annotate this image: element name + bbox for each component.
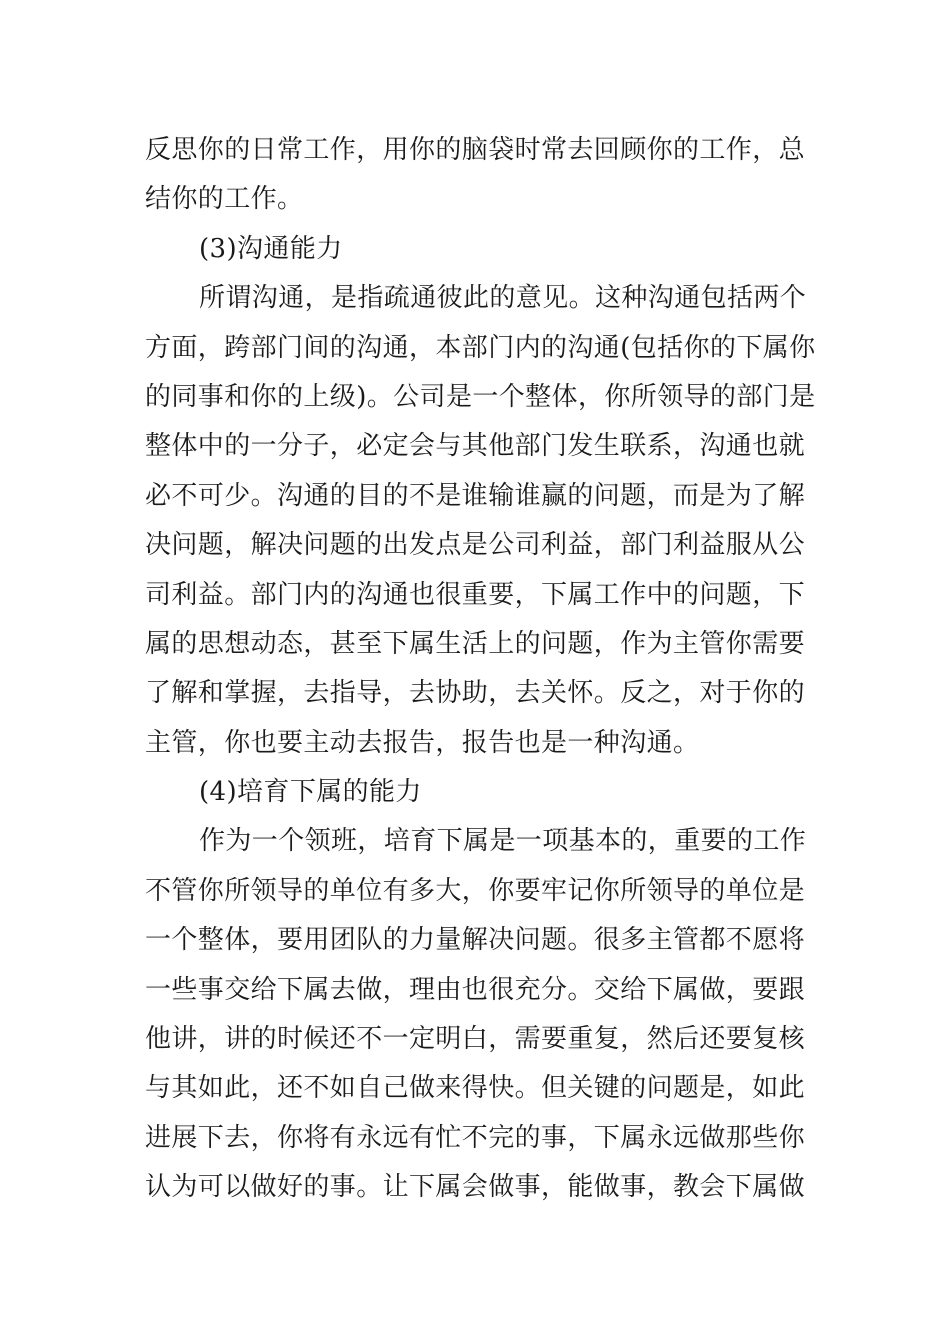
text-line: 整体中的一分子，必定会与其他部门发生联系，沟通也就 bbox=[145, 431, 806, 462]
text-line: 进展下去，你将有永远有忙不完的事，下属永远做那些你 bbox=[145, 1122, 806, 1153]
text-line: 了解和掌握，去指导，去协助，去关怀。反之，对于你的 bbox=[145, 678, 806, 709]
text-line: 的同事和你的上级)。公司是一个整体，你所领导的部门是 bbox=[145, 381, 816, 412]
section-heading: (4)培育下属的能力 bbox=[199, 777, 422, 808]
text-line: 一些事交给下属去做，理由也很充分。交给下属做，要跟 bbox=[145, 974, 806, 1005]
text-line: 与其如此，还不如自己做来得快。但关键的问题是，如此 bbox=[145, 1073, 806, 1104]
text-line: 他讲，讲的时候还不一定明白，需要重复，然后还要复核 bbox=[145, 1024, 806, 1055]
text-line: 一个整体，要用团队的力量解决问题。很多主管都不愿将 bbox=[145, 925, 806, 956]
text-line: 司利益。部门内的沟通也很重要，下属工作中的问题，下 bbox=[145, 579, 806, 610]
section-heading: (3)沟通能力 bbox=[199, 233, 343, 264]
text-line: 结你的工作。 bbox=[145, 184, 304, 215]
text-line: 作为一个领班，培育下属是一项基本的，重要的工作 bbox=[199, 826, 807, 857]
text-line: 必不可少。沟通的目的不是谁输谁赢的问题，而是为了解 bbox=[145, 480, 806, 511]
text-line: 认为可以做好的事。让下属会做事，能做事，教会下属做 bbox=[145, 1172, 806, 1203]
text-line: 决问题，解决问题的出发点是公司利益，部门利益服从公 bbox=[145, 530, 806, 561]
text-line: 方面，跨部门间的沟通，本部门内的沟通(包括你的下属你 bbox=[145, 332, 816, 363]
text-line: 所谓沟通，是指疏通彼此的意见。这种沟通包括两个 bbox=[199, 283, 807, 314]
text-line: 反思你的日常工作，用你的脑袋时常去回顾你的工作，总 bbox=[145, 135, 806, 165]
text-line: 属的思想动态，甚至下属生活上的问题，作为主管你需要 bbox=[145, 628, 806, 659]
text-line: 不管你所领导的单位有多大，你要牢记你所领导的单位是 bbox=[145, 875, 806, 906]
body-text bbox=[145, 126, 816, 1213]
text-line: 主管，你也要主动去报告，报告也是一种沟通。 bbox=[145, 727, 700, 758]
